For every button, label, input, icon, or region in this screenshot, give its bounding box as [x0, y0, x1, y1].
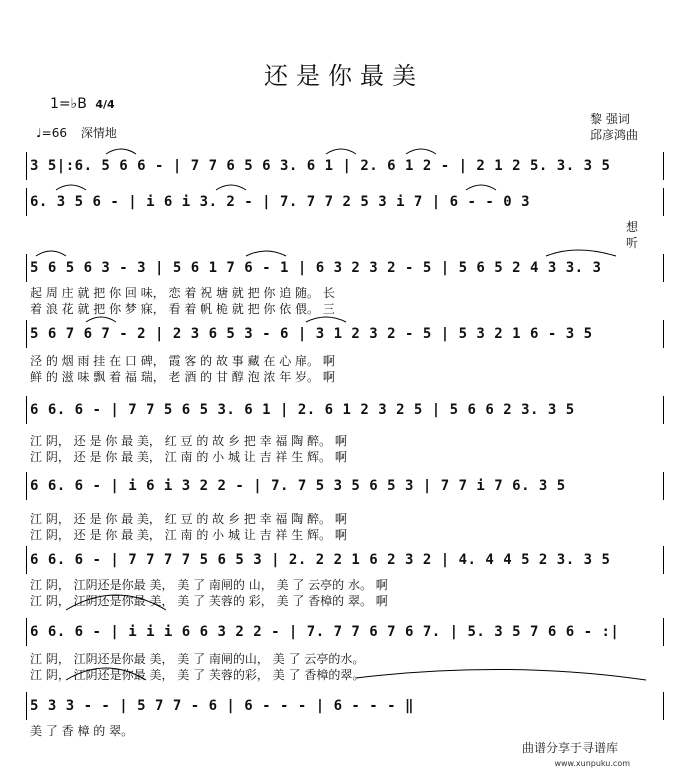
notation-row-6: 6 6. 6 - | i 6 i 3 2 2 - | 7. 7 5 3 5 6 5 3 | 7 7 i 7 6. 3 5	[30, 478, 566, 494]
lyric-row-6a: 江 阴， 还 是 你 最 美， 红 豆 的 故 乡 把 幸 福 陶 醉。 啊	[30, 512, 347, 526]
notation-row-4: 5 6 7 6 7 - 2 | 2 3 6 5 3 - 6 | 3 1 2 3 2 - 5 | 5 3 2 1 6 - 3 5	[30, 326, 593, 342]
lyric-row-5a: 江 阴， 还 是 你 最 美， 红 豆 的 故 乡 把 幸 福 陶 醉。 啊	[30, 434, 347, 448]
slur-marks	[26, 140, 666, 740]
lyric-row-8a: 江 阴， 江阴还是你最 美， 美 了 南闸的山， 美 了 云亭的水。	[30, 652, 365, 666]
key-label: 1=♭B	[50, 96, 87, 112]
notation-row-8: 6 6. 6 - | i i i 6 6 3 2 2 - | 7. 7 7 6 7 6 7. | 5. 3 5 7 6 6 - :|	[30, 624, 620, 640]
notation-row-1: 3 5|:6. 5 6 6 - | 7 7 6 5 6 3. 6 1 | 2. 6 1 2 - | 2 1 2 5. 3. 3 5	[30, 158, 611, 174]
lyricist-credit: 黎 强词	[590, 112, 630, 126]
notation-row-3: 5 6 5 6 3 - 3 | 5 6 1 7 6 - 1 | 6 3 2 3 2 - 5 | 5 6 5 2 4 3 3. 3	[30, 260, 602, 276]
tempo-marking	[36, 124, 117, 141]
lyric-row-7a: 江 阴， 江阴还是你最 美， 美 了 南闸的 山， 美 了 云亭的 水。 啊	[30, 578, 388, 592]
song-title: 还是你最美	[264, 62, 424, 90]
lyric-row-5b: 江 阴， 还 是 你 最 美， 江 南 的 小 城 让 吉 祥 生 辉。 啊	[30, 450, 347, 464]
lyric-row-3a: 起 周 庄 就 把 你 回 味， 恋 着 祝 塘 就 把 你 追 随。 长	[30, 286, 335, 300]
lyric-row-4b: 鲜 的 滋 味 飘 着 福 瑞， 老 酒 的 甘 醇 泡 浓 年 岁。 啊	[30, 370, 335, 384]
notation-row-2: 6. 3 5 6 - | i 6 i 3. 2 - | 7. 7 7 2 5 3 i 7 | 6 - - 0 3	[30, 194, 531, 210]
lyric-row-2b: 听	[626, 236, 639, 250]
notation-row-7: 6 6. 6 - | 7 7 7 7 5 6 5 3 | 2. 2 2 1 6 2 3 2 | 4. 4 4 5 2 3. 3 5	[30, 552, 611, 568]
tempo-value: ♩=66	[36, 126, 67, 140]
lyric-row-9: 美 了 香 樟 的 翠。	[30, 724, 134, 738]
expression-text: 深情地	[80, 126, 117, 140]
composer-credit: 邱彦鸿曲	[590, 128, 639, 142]
lyric-row-8b: 江 阴， 江阴还是你最 美， 美 了 芙蓉的彩， 美 了 香樟的翠。	[30, 668, 365, 682]
watermark-url: www.xunpuku.com	[554, 759, 630, 768]
lyric-row-2a: 想	[626, 220, 639, 234]
watermark-title: 曲谱分享于寻谱库	[521, 741, 618, 755]
lyric-row-3b: 着 浪 花 就 把 你 梦 寐， 看 着 帆 桅 就 把 你 依 偎。 三	[30, 302, 335, 316]
lyric-row-4a: 泾 的 烟 雨 挂 在 口 碑， 霞 客 的 故 事 藏 在 心 扉。 啊	[30, 354, 335, 368]
notation-row-9: 5 3 3 - - | 5 7 7 - 6 | 6 - - - | 6 - - - ‖	[30, 698, 414, 714]
time-signature: 4/4	[95, 98, 115, 111]
notation-row-5: 6 6. 6 - | 7 7 5 6 5 3. 6 1 | 2. 6 1 2 3 2 5 | 5 6 6 2 3. 3 5	[30, 402, 575, 418]
lyric-row-6b: 江 阴， 还 是 你 最 美， 江 南 的 小 城 让 吉 祥 生 辉。 啊	[30, 528, 347, 542]
lyric-row-7b: 江 阴， 江阴还是你最 美， 美 了 芙蓉的 彩， 美 了 香樟的 翠。 啊	[30, 594, 388, 608]
key-signature	[50, 96, 115, 112]
